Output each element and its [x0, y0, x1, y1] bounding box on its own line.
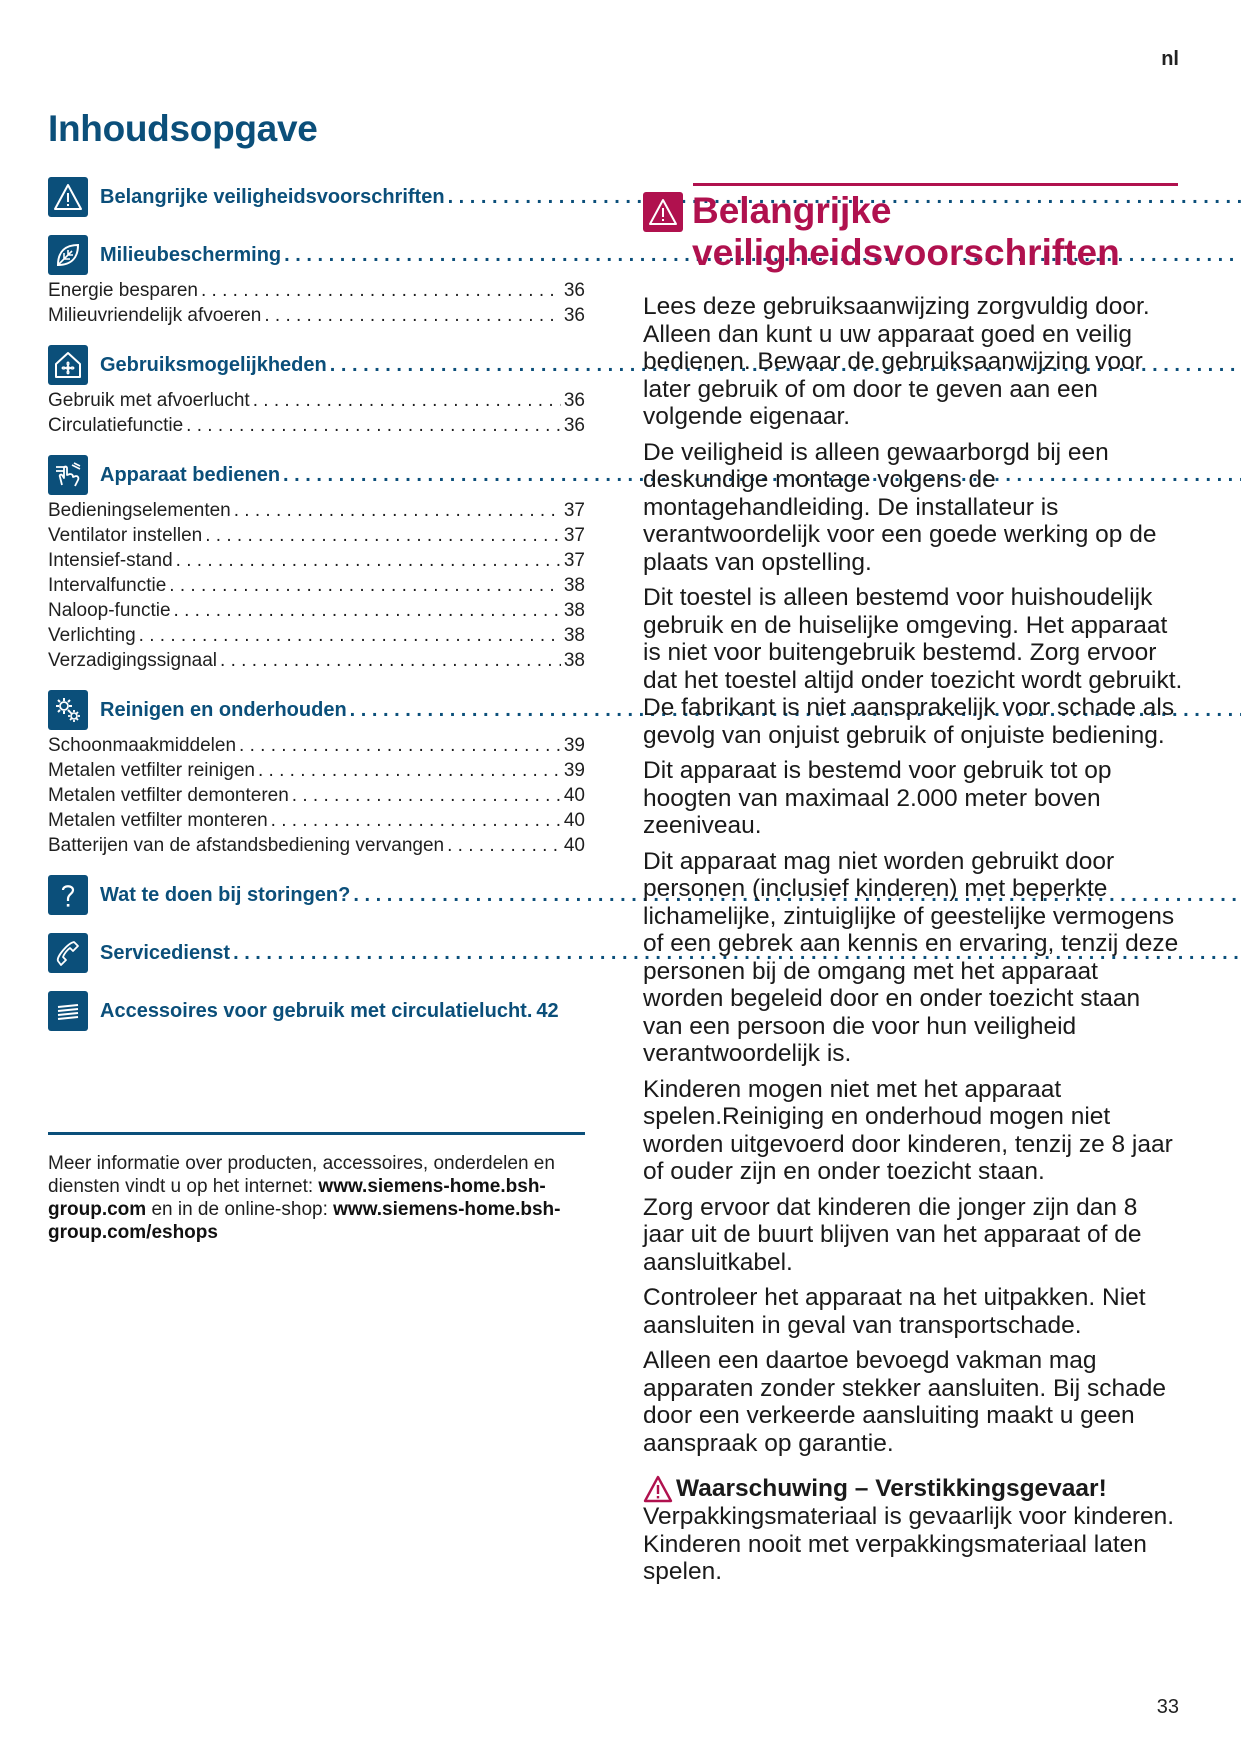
toc-page-number: 39	[563, 760, 585, 781]
warning-text: Verpakkingsmateriaal is gevaarlijk voor kinderen. Kinderen nooit met verpakkingsmateriaal laten spelen.	[643, 1503, 1175, 1585]
paragraph: Dit apparaat mag niet worden gebruikt door personen (inclusief kinderen) met beperkte lichamelijke, zintuiglijke of geestelijke vermogens of een gebrek aan kennis en ervaring, tenzij deze personen bij de omgang met het apparaat worden begeleid door en onder toezicht staan van een persoon die voor hun veiligheid verantwoordelijk is.	[643, 847, 1179, 1067]
toc-page-number: 37	[563, 525, 585, 546]
toc-section-operation	[48, 454, 585, 673]
more-info-text	[48, 1152, 585, 1244]
toc-entry-label: Ventilator instellen	[48, 525, 203, 546]
toc-section-troubleshooting	[48, 874, 585, 916]
paragraph: Zorg ervoor dat kinderen die jonger zijn dan 8 jaar uit de buurt blijven van het apparaat of de aansluitkabel.	[643, 1193, 1142, 1276]
toc-entry[interactable]	[48, 833, 585, 858]
toc-heading-label: Accessoires voor gebruik met circulatielucht.	[100, 999, 533, 1022]
toc-page-number: 36	[563, 305, 585, 326]
toc-page-number: 40	[563, 835, 585, 856]
toc-heading-label: Wat te doen bij storingen?	[100, 883, 351, 906]
toc-section-accessories	[48, 990, 585, 1032]
section-heading	[643, 190, 1172, 274]
toc-page-number: 38	[563, 625, 585, 646]
toc-heading-label: Reinigen en onderhouden	[100, 698, 347, 721]
toc-entry[interactable]	[48, 783, 585, 808]
toc-entry-label: Batterijen van de afstandsbediening vervangen	[48, 835, 445, 856]
toc-entry[interactable]	[48, 758, 585, 783]
toc-page-number: 39	[563, 735, 585, 756]
paragraph: Dit toestel is alleen bestemd voor huishoudelijk gebruik en de huiselijke omgeving. Het apparaat is niet voor buitengebruik bestemd. Zorg ervoor dat het toestel altijd onder toezicht wordt gebruikt. De fabrikant is niet aansprakelijk voor schade als gevolg van onjuist gebruik of onjuiste bediening.	[643, 584, 1183, 749]
toc-entry[interactable]	[48, 278, 585, 303]
warning-triangle-icon	[643, 1475, 673, 1503]
section-title: Belangrijke veiligheidsvoorschriften	[692, 190, 1120, 273]
toc-entry-label: Intervalfunctie	[48, 575, 167, 596]
toc-page-number: 40	[563, 785, 585, 806]
paragraph: Kinderen mogen niet met het apparaat spelen.Reiniging en onderhoud mogen niet worden uitgevoerd door kinderen, tenzij ze 8 jaar of ouder zijn en onder toezicht staan.	[643, 1075, 1173, 1185]
toc-heading-label: Apparaat bedienen	[100, 463, 281, 486]
toc-page-number: 36	[563, 280, 585, 301]
paragraph: Lees deze gebruiksaanwijzing zorgvuldig door. Alleen dan kunt u uw apparaat goed en veilig bedienen. Bewaar de gebruiksaanwijzing voor later gebruik of om door te geven aan een volgende eigenaar.	[643, 293, 1150, 430]
page-number: 33	[1156, 1696, 1179, 1718]
divider	[48, 1132, 585, 1135]
toc-entry-label: Verzadigingssignaal	[48, 650, 218, 671]
gears-icon	[48, 690, 88, 730]
warning-block	[643, 1475, 1183, 1586]
toc-heading[interactable]	[48, 874, 585, 916]
toc-page-number: 37	[563, 500, 585, 521]
language-code: nl	[1161, 48, 1179, 70]
toc-entry-label: Schoonmaakmiddelen	[48, 735, 237, 756]
warning-title: Waarschuwing – Verstikkingsgevaar!	[676, 1475, 1107, 1503]
toc-section-cleaning	[48, 689, 585, 858]
toc-entry[interactable]	[48, 808, 585, 833]
toc-page-number: 40	[563, 810, 585, 831]
toc-entry-label: Verlichting	[48, 625, 136, 646]
phone-icon	[48, 933, 88, 973]
house-fan-icon	[48, 345, 88, 385]
toc-heading-label: Servicedienst	[100, 941, 231, 964]
toc-entry-label: Naloop-functie	[48, 600, 171, 621]
toc-heading-label: Belangrijke veiligheidsvoorschriften	[100, 185, 445, 208]
toc-page-number: 36	[563, 390, 585, 411]
leaf-icon	[48, 235, 88, 275]
toc-page-number: 38	[563, 650, 585, 671]
toc-page-number: 36	[563, 415, 585, 436]
toc-page-number: 38	[563, 575, 585, 596]
toc-entry-label: Metalen vetfilter demonteren	[48, 785, 289, 806]
toc-heading[interactable]	[48, 454, 585, 496]
page-title: Inhoudsopgave	[48, 108, 318, 149]
toc-entry[interactable]	[48, 648, 585, 673]
website-link[interactable]: www.siemens-home.bsh-group.com	[48, 1176, 546, 1220]
toc-heading[interactable]	[48, 234, 585, 276]
safety-instructions	[643, 293, 1183, 1586]
toc-page-number: 38	[563, 600, 585, 621]
paragraph: Controleer het apparaat na het uitpakken. Niet aansluiten in geval van transportschade.	[643, 1284, 1146, 1339]
eshop-link[interactable]: www.siemens-home.bsh-group.com/eshops	[48, 1199, 561, 1243]
toc-entry-label: Gebruik met afvoerlucht	[48, 390, 250, 411]
toc-entry[interactable]	[48, 498, 585, 523]
toc-entry[interactable]	[48, 733, 585, 758]
more-info-intro: Meer informatie over producten, accessoires, onderdelen en diensten vindt u op het internet:	[48, 1153, 555, 1197]
toc-heading[interactable]	[48, 932, 585, 974]
toc-entry-label: Bedieningselementen	[48, 500, 231, 521]
warning-triangle-icon	[48, 177, 88, 217]
toc-section-usage	[48, 344, 585, 438]
question-mark-icon	[48, 875, 88, 915]
toc-heading[interactable]	[48, 990, 585, 1032]
toc-entry-label: Intensief-stand	[48, 550, 173, 571]
toc-heading-label: Gebruiksmogelijkheden	[100, 353, 327, 376]
hand-operation-icon	[48, 455, 88, 495]
toc-entry-label: Circulatiefunctie	[48, 415, 184, 436]
toc-page-number: 37	[563, 550, 585, 571]
toc-entry-label: Milieuvriendelijk afvoeren	[48, 305, 262, 326]
toc-entry[interactable]	[48, 548, 585, 573]
table-of-contents	[48, 176, 585, 1048]
toc-entry-label: Energie besparen	[48, 280, 198, 301]
toc-entry[interactable]	[48, 623, 585, 648]
toc-heading-label: Milieubescherming	[100, 243, 282, 266]
toc-section-service	[48, 932, 585, 974]
paragraph: Alleen een daartoe bevoegd vakman mag apparaten zonder stekker aansluiten. Bij schade door een verkeerde aansluiting maakt u geen aanspraak op garantie.	[643, 1347, 1166, 1457]
more-info-middle: en in de online-shop:	[146, 1199, 334, 1220]
toc-entry-label: Metalen vetfilter monteren	[48, 810, 268, 831]
filter-stack-icon	[48, 991, 88, 1031]
toc-heading[interactable]	[48, 176, 585, 218]
toc-section-environment	[48, 234, 585, 328]
toc-entry[interactable]	[48, 303, 585, 328]
toc-heading[interactable]	[48, 689, 585, 731]
warning-triangle-icon	[643, 192, 683, 232]
toc-entry[interactable]	[48, 573, 585, 598]
toc-entry[interactable]	[48, 523, 585, 548]
toc-entry[interactable]	[48, 598, 585, 623]
section-divider	[693, 183, 1178, 186]
paragraph: Dit apparaat is bestemd voor gebruik tot op hoogten van maximaal 2.000 meter boven zeeniveau.	[643, 757, 1112, 839]
toc-entry[interactable]	[48, 413, 585, 438]
toc-entry-label: Metalen vetfilter reinigen	[48, 760, 255, 781]
warning-heading	[643, 1475, 1183, 1503]
toc-entry[interactable]	[48, 388, 585, 413]
toc-section-safety	[48, 176, 585, 218]
paragraph: De veiligheid is alleen gewaarborgd bij een deskundige montage volgens de montagehandleiding. De installateur is verantwoordelijk voor een goede werking op de plaats van opstelling.	[643, 438, 1157, 576]
toc-heading[interactable]	[48, 344, 585, 386]
toc-page-number: 42	[536, 999, 559, 1022]
